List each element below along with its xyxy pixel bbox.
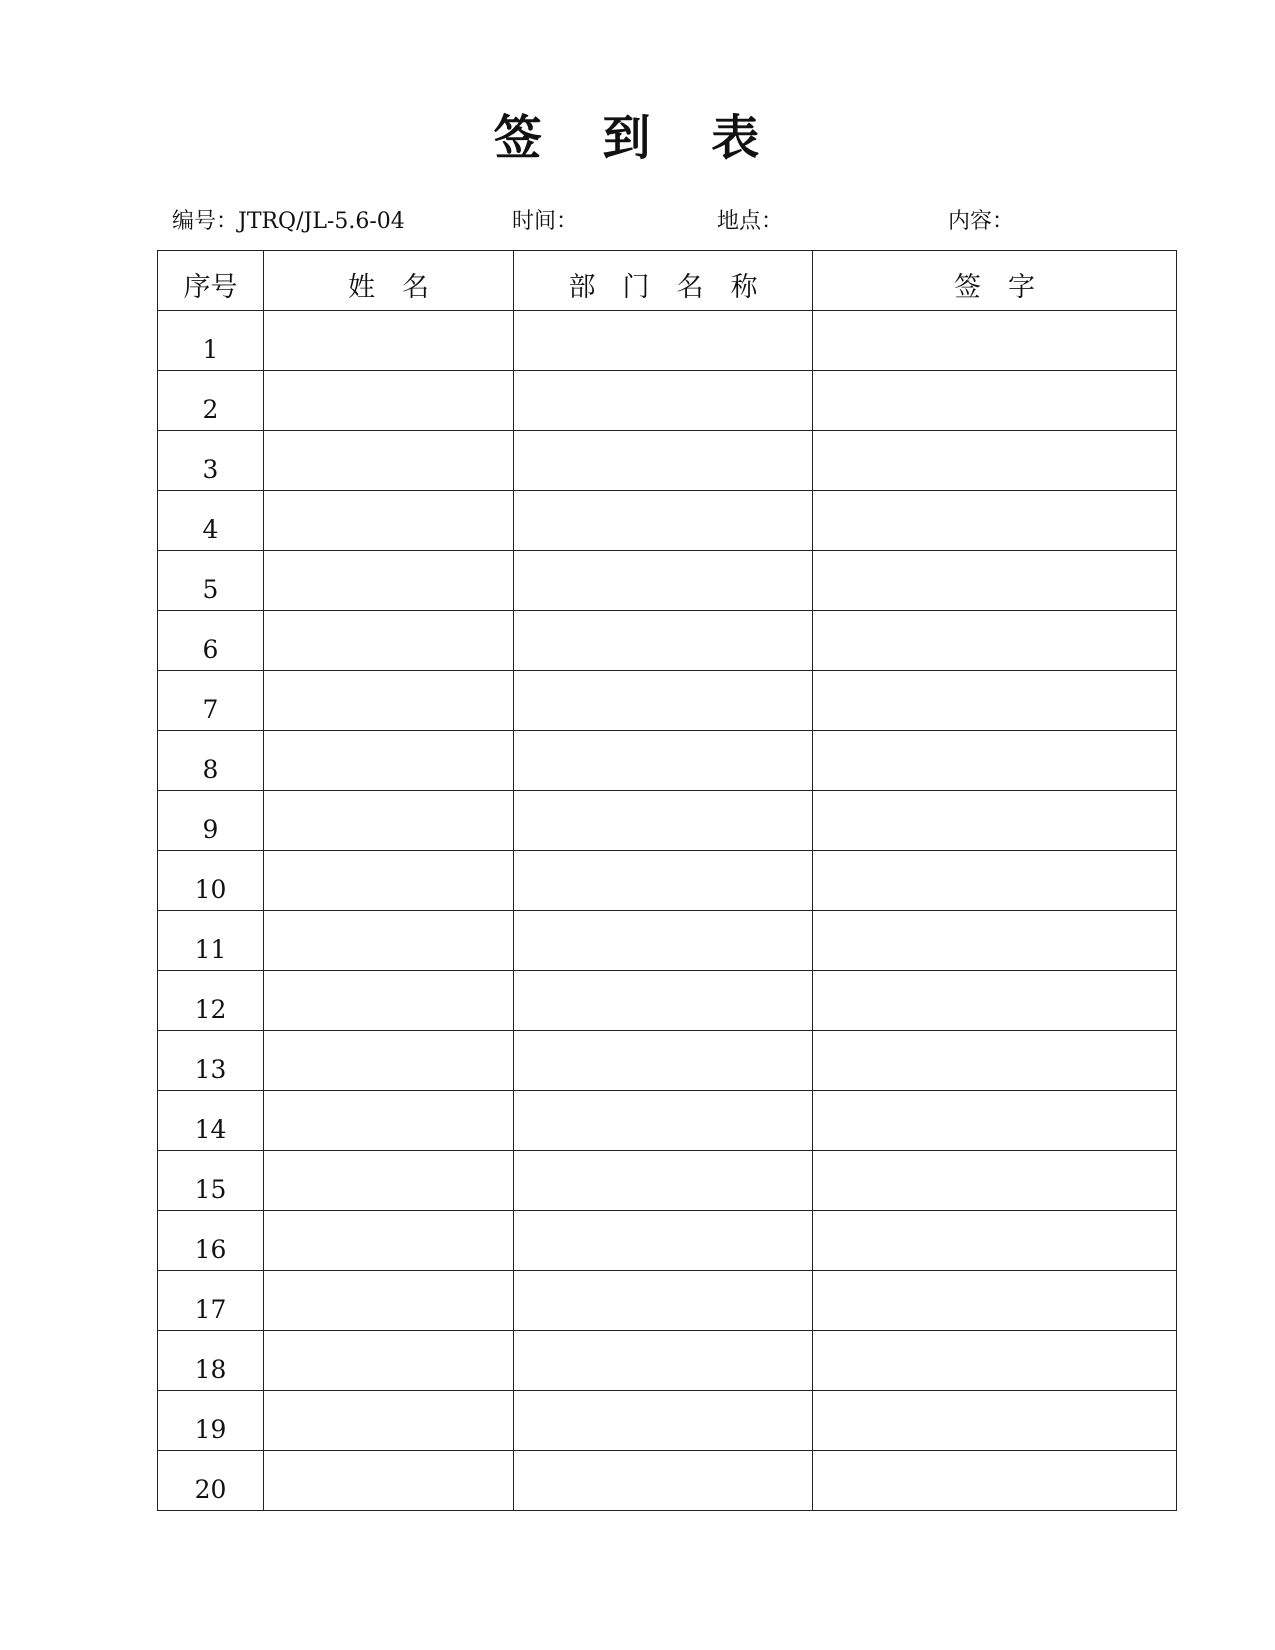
signature-cell[interactable]	[813, 431, 1177, 491]
department-cell[interactable]	[514, 971, 813, 1031]
table-header-row	[158, 251, 1177, 311]
name-cell[interactable]	[264, 611, 514, 671]
signature-cell[interactable]	[813, 491, 1177, 551]
department-cell[interactable]	[514, 851, 813, 911]
department-cell[interactable]	[514, 611, 813, 671]
signature-cell[interactable]	[813, 1031, 1177, 1091]
department-cell[interactable]	[514, 551, 813, 611]
signature-cell[interactable]	[813, 611, 1177, 671]
department-cell[interactable]	[514, 1031, 813, 1091]
signature-cell[interactable]	[813, 971, 1177, 1031]
sign-in-table	[157, 250, 1177, 1511]
name-cell[interactable]	[264, 1211, 514, 1271]
row-number: 4	[158, 491, 264, 551]
table-row	[158, 791, 1177, 851]
name-cell[interactable]	[264, 1271, 514, 1331]
row-number: 8	[158, 731, 264, 791]
page-title: 签 到 表	[493, 110, 782, 166]
table-row	[158, 1451, 1177, 1511]
row-number: 17	[158, 1271, 264, 1331]
row-number: 19	[158, 1391, 264, 1451]
row-number: 1	[158, 311, 264, 371]
name-cell[interactable]	[264, 971, 514, 1031]
name-cell[interactable]	[264, 851, 514, 911]
table-row	[158, 971, 1177, 1031]
name-cell[interactable]	[264, 491, 514, 551]
header-department: 部 门 名 称	[514, 251, 813, 311]
table-row	[158, 371, 1177, 431]
department-cell[interactable]	[514, 371, 813, 431]
department-cell[interactable]	[514, 1331, 813, 1391]
table-row	[158, 1091, 1177, 1151]
department-cell[interactable]	[514, 1211, 813, 1271]
name-cell[interactable]	[264, 791, 514, 851]
signature-cell[interactable]	[813, 311, 1177, 371]
table-row	[158, 611, 1177, 671]
department-cell[interactable]	[514, 791, 813, 851]
signature-cell[interactable]	[813, 671, 1177, 731]
name-cell[interactable]	[264, 311, 514, 371]
name-cell[interactable]	[264, 1391, 514, 1451]
row-number: 11	[158, 911, 264, 971]
table-row	[158, 491, 1177, 551]
table-row	[158, 1031, 1177, 1091]
signature-cell[interactable]	[813, 1391, 1177, 1451]
signature-cell[interactable]	[813, 1271, 1177, 1331]
department-cell[interactable]	[514, 1391, 813, 1451]
department-cell[interactable]	[514, 1091, 813, 1151]
table-row	[158, 1391, 1177, 1451]
row-number: 18	[158, 1331, 264, 1391]
name-cell[interactable]	[264, 671, 514, 731]
table-row	[158, 431, 1177, 491]
name-cell[interactable]	[264, 1331, 514, 1391]
row-number: 15	[158, 1151, 264, 1211]
content-label: 内容：	[948, 209, 1015, 234]
row-number: 12	[158, 971, 264, 1031]
row-number: 2	[158, 371, 264, 431]
time-label: 时间：	[512, 209, 579, 234]
row-number: 14	[158, 1091, 264, 1151]
name-cell[interactable]	[264, 1031, 514, 1091]
signature-cell[interactable]	[813, 1091, 1177, 1151]
signature-cell[interactable]	[813, 551, 1177, 611]
header-signature: 签 字	[813, 251, 1177, 311]
signature-cell[interactable]	[813, 791, 1177, 851]
table-row	[158, 1271, 1177, 1331]
signature-cell[interactable]	[813, 371, 1177, 431]
department-cell[interactable]	[514, 1271, 813, 1331]
row-number: 20	[158, 1451, 264, 1511]
row-number: 10	[158, 851, 264, 911]
header-serial-number: 序号	[158, 251, 264, 311]
signature-cell[interactable]	[813, 1151, 1177, 1211]
table-row	[158, 911, 1177, 971]
name-cell[interactable]	[264, 371, 514, 431]
place-label: 地点：	[717, 209, 784, 234]
department-cell[interactable]	[514, 311, 813, 371]
table-row	[158, 731, 1177, 791]
department-cell[interactable]	[514, 1451, 813, 1511]
name-cell[interactable]	[264, 731, 514, 791]
row-number: 9	[158, 791, 264, 851]
table-row	[158, 551, 1177, 611]
table-row	[158, 1151, 1177, 1211]
name-cell[interactable]	[264, 911, 514, 971]
table-row	[158, 1211, 1177, 1271]
row-number: 6	[158, 611, 264, 671]
name-cell[interactable]	[264, 431, 514, 491]
row-number: 13	[158, 1031, 264, 1091]
row-number: 7	[158, 671, 264, 731]
name-cell[interactable]	[264, 1451, 514, 1511]
name-cell[interactable]	[264, 551, 514, 611]
table-row	[158, 671, 1177, 731]
row-number: 16	[158, 1211, 264, 1271]
signature-cell[interactable]	[813, 1211, 1177, 1271]
signature-cell[interactable]	[813, 851, 1177, 911]
signature-cell[interactable]	[813, 1331, 1177, 1391]
department-cell[interactable]	[514, 431, 813, 491]
table-row	[158, 311, 1177, 371]
row-number: 5	[158, 551, 264, 611]
form-code-label: 编号：JTRQ/JL-5.6-04	[172, 209, 405, 234]
signature-cell[interactable]	[813, 1451, 1177, 1511]
name-cell[interactable]	[264, 1151, 514, 1211]
table-row	[158, 1331, 1177, 1391]
table-row	[158, 851, 1177, 911]
row-number: 3	[158, 431, 264, 491]
department-cell[interactable]	[514, 671, 813, 731]
department-cell[interactable]	[514, 731, 813, 791]
department-cell[interactable]	[514, 1151, 813, 1211]
department-cell[interactable]	[514, 911, 813, 971]
department-cell[interactable]	[514, 491, 813, 551]
header-name: 姓 名	[264, 251, 514, 311]
name-cell[interactable]	[264, 1091, 514, 1151]
signature-cell[interactable]	[813, 731, 1177, 791]
signature-cell[interactable]	[813, 911, 1177, 971]
